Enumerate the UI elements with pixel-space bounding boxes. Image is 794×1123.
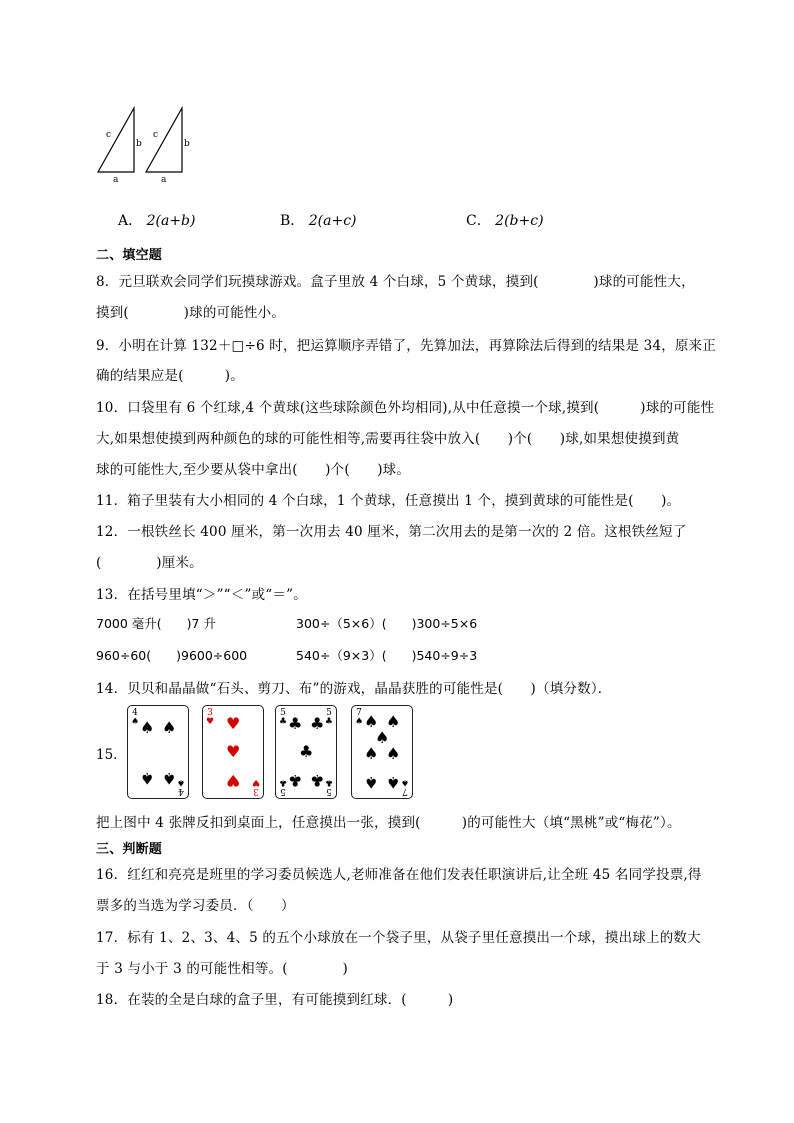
q8-line2: 摸到( )球的可能性小。 <box>96 305 286 321</box>
tri1-label-c: c <box>106 130 112 140</box>
q12-line2: ( )厘米。 <box>96 555 203 571</box>
heart-icon: ♥ <box>226 714 241 733</box>
card1-suit-bottom: ♠ <box>176 777 185 787</box>
q15-text: 把上图中 4 张牌反扣到桌面上，任意摸出一张，摸到( )的可能性大（填“黑桃”或“梅花”）。 <box>96 815 681 831</box>
club-icon: ♣ <box>310 771 325 790</box>
card3-corner-bottom-left <box>279 777 287 795</box>
card3-corner-top-right <box>325 709 333 727</box>
q13-title: 13．在括号里填“＞”“＜”或“＝”。 <box>96 587 307 603</box>
q12-line1: 12．一根铁丝长 400 厘米，第一次用去 40 厘米，第二次用去的是第一次的 2 倍。这根铁丝短了 <box>96 524 687 540</box>
option-a-expr: 2(a+b) <box>146 213 196 229</box>
spade-icon: ♠ <box>140 769 155 788</box>
card3-suit-small: ♣ <box>279 717 288 727</box>
card2-rank: 3 <box>207 708 213 718</box>
tri2-label-b: b <box>184 139 190 149</box>
card4-suit-small: ♠ <box>355 717 364 727</box>
card4-corner <box>355 709 363 727</box>
spade-icon: ♠ <box>162 718 177 737</box>
option-b-letter: B． <box>280 213 305 229</box>
q13-row1-col1: 7000 毫升( )7 升 <box>96 616 216 631</box>
option-a-letter: A． <box>118 213 143 229</box>
card1-suit-small: ♠ <box>131 717 140 727</box>
q15-number: 15． <box>96 747 127 763</box>
card1-rank: 4 <box>132 708 138 718</box>
card3-rank-bl: 5 <box>280 786 286 796</box>
card4-rank: 7 <box>356 708 362 718</box>
card3-corner <box>279 709 287 727</box>
q14-line: 14．贝贝和晶晶做“石头、剪刀、布”的游戏，晶晶获胜的可能性是( )（填分数）． <box>96 681 612 697</box>
card2-corner-bottom <box>252 777 260 795</box>
card-7-spades <box>351 705 413 799</box>
section-true-false-heading: 三、判断题 <box>96 842 163 857</box>
card1-corner <box>131 709 139 727</box>
card4-rank-bottom: 7 <box>402 786 408 796</box>
card3-suit-bl: ♣ <box>279 777 288 787</box>
triangle-right <box>146 108 182 172</box>
spade-icon: ♠ <box>386 773 401 792</box>
heart-icon: ♥ <box>226 771 241 790</box>
card1-corner-bottom <box>177 777 185 795</box>
q11-line: 11．箱子里装有大小相同的 4 个白球，1 个黄球，任意摸出 1 个，摸到黄球的可能性是( )。 <box>96 493 681 509</box>
option-b-expr: 2(a+c) <box>308 213 357 229</box>
q10-line3: 球的可能性大,至少要从袋中拿出( )个( )球。 <box>96 462 411 478</box>
section-fill-blank-heading: 二、填空题 <box>96 248 163 263</box>
card1-rank-bottom: 4 <box>178 786 184 796</box>
club-icon: ♣ <box>310 714 325 733</box>
option-c <box>466 210 544 230</box>
spade-icon: ♠ <box>364 773 379 792</box>
spade-icon: ♠ <box>375 728 390 747</box>
option-c-expr: 2(b+c) <box>495 213 544 229</box>
spade-icon: ♠ <box>162 769 177 788</box>
tri2-label-c: c <box>153 130 159 140</box>
card2-rank-bottom: 3 <box>253 786 259 796</box>
q17-line2: 于 3 与小于 3 的可能性相等。( ) <box>96 961 348 977</box>
heart-icon: ♥ <box>226 742 241 761</box>
q13-row1-col2: 300÷（5×6）( )300÷5×6 <box>296 616 478 631</box>
spade-icon: ♠ <box>364 744 379 763</box>
card-3-hearts <box>202 705 264 799</box>
tri2-label-a: a <box>161 175 167 185</box>
tri1-label-a: a <box>113 175 119 185</box>
card3-suit-bottom: ♣ <box>324 777 333 787</box>
q13-row2-col2: 540÷（9×3）( )540÷9÷3 <box>296 648 478 663</box>
card2-suit-small: ♥ <box>206 717 215 727</box>
option-a <box>118 210 195 230</box>
q10-line1: 10．口袋里有 6 个红球,4 个黄球(这些球除颜色外均相同),从中任意摸一个球,摸到( )球的可能性 <box>96 400 715 416</box>
card3-suit-tr: ♣ <box>324 717 333 727</box>
card3-corner-bottom <box>325 777 333 795</box>
spade-icon: ♠ <box>386 712 401 731</box>
card3-rank-bottom: 5 <box>326 786 332 796</box>
card-5-clubs <box>275 705 337 799</box>
card3-rank: 5 <box>280 708 286 718</box>
card-4-spades <box>127 705 189 799</box>
triangle-left <box>98 108 134 172</box>
option-c-letter: C． <box>466 213 491 229</box>
q9-line1: 9．小明在计算 132＋□÷6 时，把运算顺序弄错了，先算加法，再算除法后得到的结果是 34，原来正 <box>96 338 717 354</box>
q16-line2: 票多的当选为学习委员．（ ） <box>96 898 295 914</box>
q8-line1: 8．元旦联欢会同学们玩摸球游戏。盒子里放 4 个白球，5 个黄球，摸到( )球的可能性大， <box>96 274 695 290</box>
card4-corner-bottom <box>401 777 409 795</box>
q18-line: 18．在装的全是白球的盒子里，有可能摸到红球．( ) <box>96 992 454 1008</box>
q9-line2: 确的结果应是( )。 <box>96 368 244 384</box>
option-b <box>280 210 357 230</box>
q16-line1: 16．红红和亮亮是班里的学习委员候选人,老师准备在他们发表任职演讲后,让全班 45 名同学投票,得 <box>96 867 702 883</box>
card3-rank-tr: 5 <box>326 708 332 718</box>
triangles-figure <box>92 100 202 185</box>
card2-suit-bottom: ♥ <box>251 777 260 787</box>
card2-corner <box>206 709 214 727</box>
tri1-label-b: b <box>136 139 142 149</box>
spade-icon: ♠ <box>140 718 155 737</box>
q17-line1: 17．标有 1、2、3、4、5 的五个小球放在一个袋子里，从袋子里任意摸出一个球，摸出球上的数大 <box>96 930 701 946</box>
spade-icon: ♠ <box>386 744 401 763</box>
spade-icon: ♠ <box>364 712 379 731</box>
club-icon: ♣ <box>288 714 303 733</box>
q10-line2: 大,如果想使摸到两种颜色的球的可能性相等,需要再往袋中放入( )个( )球,如果想使摸到黄 <box>96 431 680 447</box>
club-icon: ♣ <box>299 742 314 761</box>
q13-row2-col1: 960÷60( )9600÷600 <box>96 648 248 663</box>
card4-suit-bottom: ♠ <box>400 777 409 787</box>
club-icon: ♣ <box>288 771 303 790</box>
